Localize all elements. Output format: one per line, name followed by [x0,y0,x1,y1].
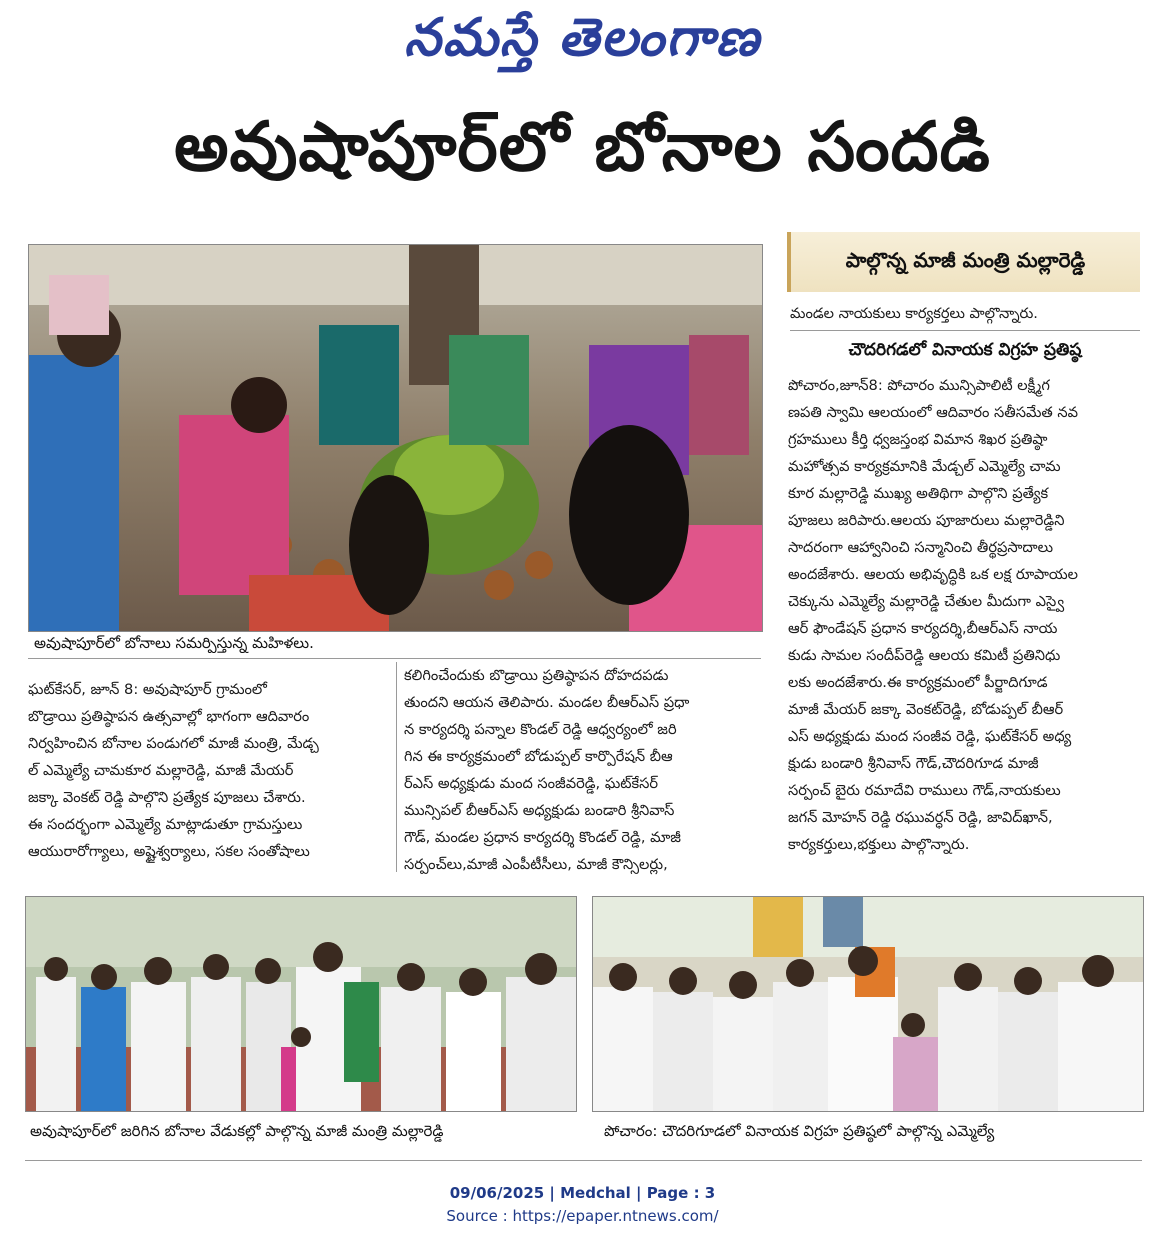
col2-line: గిన ఈ కార్యక్రమంలో బోడుప్పల్ కార్పొరేషన్ బీఆ [404,748,673,765]
headline: అవుషాపూర్‌లో బోనాల సందడి [174,108,991,187]
subhead-pocharam: చౌదరిగడలో వినాయక విగ్రహ ప్రతిష్ఠ [848,340,1082,360]
bottom-rule [25,1160,1142,1161]
col3-line: మాజీ మేయర్ జక్కా వెంకట్‌రెడ్డి, బోడుప్పల్ బీఆర్ [788,701,1064,718]
col2-line: కలిగించేందుకు బొడ్రాయి ప్రతిష్ఠాపన దోహదపడు [404,667,669,684]
col3-intro: మండల నాయకులు కార్యకర్తలు పాల్గొన్నారు. [790,305,1038,322]
col2-line: తుందని ఆయన తెలిపారు. మండల బీఆర్ఎస్ ప్రధా [404,694,690,711]
footer-date-edition: 09/06/2025 | Medchal | Page : 3 [449,1184,716,1202]
col3-line: సాదరంగా ఆహ్వానించి సన్మానించి తీర్థప్రసాదాలు [788,539,1053,556]
col3-line: ణపతి స్వామి ఆలయంలో ఆదివారం సతీసమేత నవ [788,404,1078,421]
col3-line: పోచారం,జూన్8: పోచారం మున్సిపాలిటీ లక్ష్మీగ [788,377,1050,394]
col1-line: నిర్వహించిన బోనాల పండుగలో మాజీ మంత్రి, మేడ్చ [28,735,319,752]
masthead-logo: నమస్తే తెలంగాణ [404,8,761,68]
col3-line: మహోత్సవ కార్యక్రమానికి మేడ్చల్ ఎమ్మెల్యే చామ [788,458,1061,475]
col2-line: సర్పంచ్‌లు,మాజీ ఎంపీటీసీలు, మాజీ కౌన్సిలర్లు, [404,856,668,873]
subhead-box [787,232,1140,292]
col2-line: న కార్యదర్శి పన్నాల కొండల్ రెడ్డి ఆధ్వర్యంలో జరి [404,721,677,738]
photo-bonalu-women [28,244,763,632]
col3-line: సర్పంచ్ బైరు రమాదేవి రాములు గౌడ్,నాయకులు [788,782,1061,799]
col3-line: క్షుడు బండారి శ్రీనివాస్ గౌడ్,చౌదరిగూడ మాజీ [788,755,1039,772]
col1-line: ఘట్‌కేసర్, జూన్ 8: అవుషాపూర్ గ్రామంలో [28,681,267,698]
rule-under-photo1 [28,658,761,659]
col2-line: ర్ఎస్ అధ్యక్షుడు మంద సంజీవరెడ్డి, ఘట్‌కేసర్ [404,775,659,792]
col3-line: ఎస్ అధ్యక్షుడు మంద సంజీవ రెడ్డి, ఘట్‌కేసర్ అధ్య [788,728,1072,745]
photo-pocharam-temple [592,896,1144,1112]
column-divider [396,662,397,872]
col3-line: గ్రహములు కీర్తి ధ్వజస్తంభ విమాన శిఖర ప్రతిష్ఠా [788,431,1048,448]
col3-line: కార్యకర్తులు,భక్తులు పాల్గొన్నారు. [788,836,970,853]
col3-line: జగన్ మోహన్ రెడ్డి రఘువర్ధన్ రెడ్డి, జావిద్‌ఖాన్, [788,809,1053,826]
photo1-caption: అవుషాపూర్‌లో బోనాలు సమర్పిస్తున్న మహిళలు. [34,634,314,652]
col3-line: కూర మల్లారెడ్డి ముఖ్య అతిథిగా పాల్గొని ప్రత్యేక [788,485,1049,502]
footer-source[interactable]: Source : https://epaper.ntnews.com/ [446,1207,719,1225]
col2-line: గౌడ్, మండల ప్రధాన కార్యదర్శి కొండల్ రెడ్డి, మాజీ [404,829,681,846]
col1-line: జక్కా వెంకట్ రెడ్డి పాల్గొని ప్రత్యేక పూజలు చేశారు. [28,789,306,806]
col3-line: కుడు సామల సందీప్‌రెడ్డి ఆలయ కమిటీ ప్రతినిధు [788,647,1061,664]
col3-line: పూజలు జరిపారు.ఆలయ పూజారులు మల్లారెడ్డిని [788,512,1065,529]
col1-line: ల్ ఎమ్మెల్యే చామకూర మల్లారెడ్డి, మాజీ మేయర్ [28,762,294,779]
photo3-caption: పోచారం: చౌదరిగూడలో వినాయక విగ్రహ ప్రతిష్ఠలో పాల్గొన్న ఎమ్మెల్యే [604,1122,995,1140]
photo2-caption: అవుషాపూర్‌లో జరిగిన బోనాల వేడుకల్లో పాల్గొన్న మాజీ మంత్రి మల్లారెడ్డి [30,1122,444,1140]
col3-rule [790,330,1140,331]
col1-line: ఈ సందర్భంగా ఎమ్మెల్యే మాట్లాడుతూ గ్రామస్తులు [28,816,303,833]
col3-line: ఆర్ ఫౌండేషన్ ప్రధాన కార్యదర్శి,బీఆర్ఎస్ నాయ [788,620,1058,637]
subhead-title: పాల్గొన్న మాజీ మంత్రి మల్లారెడ్డి [845,247,1086,272]
col3-line: లకు అందజేశారు.ఈ కార్యక్రమంలో పీర్జాదిగూడ [788,674,1048,691]
photo-malla-reddy-group [25,896,577,1112]
col2-line: మున్సిపల్ బీఆర్ఎస్ అధ్యక్షుడు బండారి శ్రీనివాస్ [404,802,675,819]
col1-line: ఆయురారోగ్యాలు, అష్టైశ్వర్యాలు, సకల సంతోషాలు [28,843,310,860]
col2-body [404,662,762,878]
col3-line: చెక్కును ఎమ్మెల్యే మల్లారెడ్డి చేతుల మీదుగా ఎస్వై [788,593,1065,610]
col1-body [28,676,388,865]
col3-body [788,372,1140,858]
col1-line: బొడ్రాయి ప్రతిష్ఠాపన ఉత్సవాల్లో భాగంగా ఆదివారం [28,708,310,725]
col3-line: అందజేశారు. ఆలయ అభివృద్ధికి ఒక లక్ష రూపాయల [788,566,1078,583]
